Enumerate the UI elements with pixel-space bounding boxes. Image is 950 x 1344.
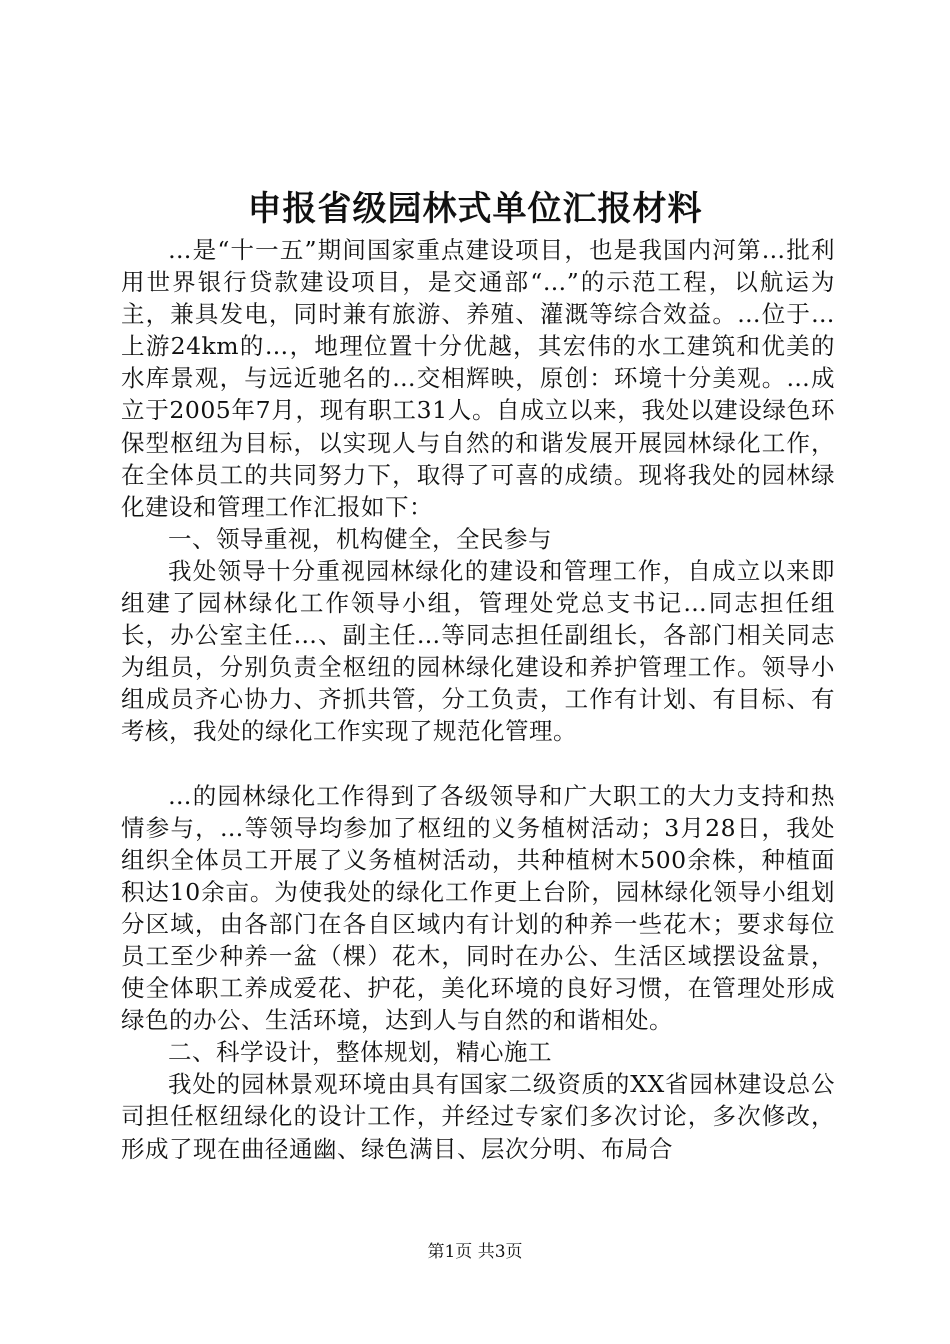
section-heading-1: 一、领导重视，机构健全，全民参与 <box>168 524 552 553</box>
paragraph-participation: …的园林绿化工作得到了各级领导和广大职工的大力支持和热情参与，…等领导均参加了枢纽的义务植树活动；3月28日，我处组织全体员工开展了义务植树活动，共种植树木500余株，种植面积达10余亩。为使我处的绿化工作更上台阶，园林绿化领导小组划分区域，由各部门在各自区域内有计划的种养一些花木；要求每位员工至少种养一盆（棵）花木，同时在办公、生活区域摆设盆景，使全体职工养成爱花、护花，美化环境的良好习惯，在管理处形成绿色的办公、生活环境，达到人与自然的和谐相处。 <box>121 781 835 1035</box>
paragraph-design: 我处的园林景观环境由具有国家二级资质的XX省园林建设总公司担任枢纽绿化的设计工作，并经过专家们多次讨论，多次修改，形成了现在曲径通幽、绿色满目、层次分明、布局合 <box>121 1070 835 1163</box>
document-body <box>121 234 835 1165</box>
paragraph-leadership: 我处领导十分重视园林绿化的建设和管理工作，自成立以来即组建了园林绿化工作领导小组，管理处党总支书记…同志担任组长，办公室主任…、副主任…等同志担任副组长，各部门相关同志为组员，分别负责全枢纽的园林绿化建设和养护管理工作。领导小组成员齐心协力、齐抓共管，分工负责，工作有计划、有目标、有考核，我处的绿化工作实现了规范化管理。 <box>121 556 835 746</box>
document-title: 申报省级园林式单位汇报材料 <box>247 189 703 229</box>
section-heading-2: 二、科学设计，整体规划，精心施工 <box>168 1038 552 1067</box>
page-number-footer: 第1页 共3页 <box>427 1242 523 1262</box>
paragraph-spacer <box>121 748 835 780</box>
paragraph-intro: …是“十一五”期间国家重点建设项目，也是我国内河第…批利用世界银行贷款建设项目，是交通部“…”的示范工程，以航运为主，兼具发电，同时兼有旅游、养殖、灌溉等综合效益。…位于…上游24km的…，地理位置十分优越，其宏伟的水工建筑和优美的水库景观，与远近驰名的…交相辉映，原创：环境十分美观。…成立于2005年7月，现有职工31人。自成立以来，我处以建设绿色环保型枢纽为目标，以实现人与自然的和谐发展开展园林绿化工作，在全体员工的共同努力下，取得了可喜的成绩。现将我处的园林绿化建设和管理工作汇报如下： <box>121 236 835 521</box>
